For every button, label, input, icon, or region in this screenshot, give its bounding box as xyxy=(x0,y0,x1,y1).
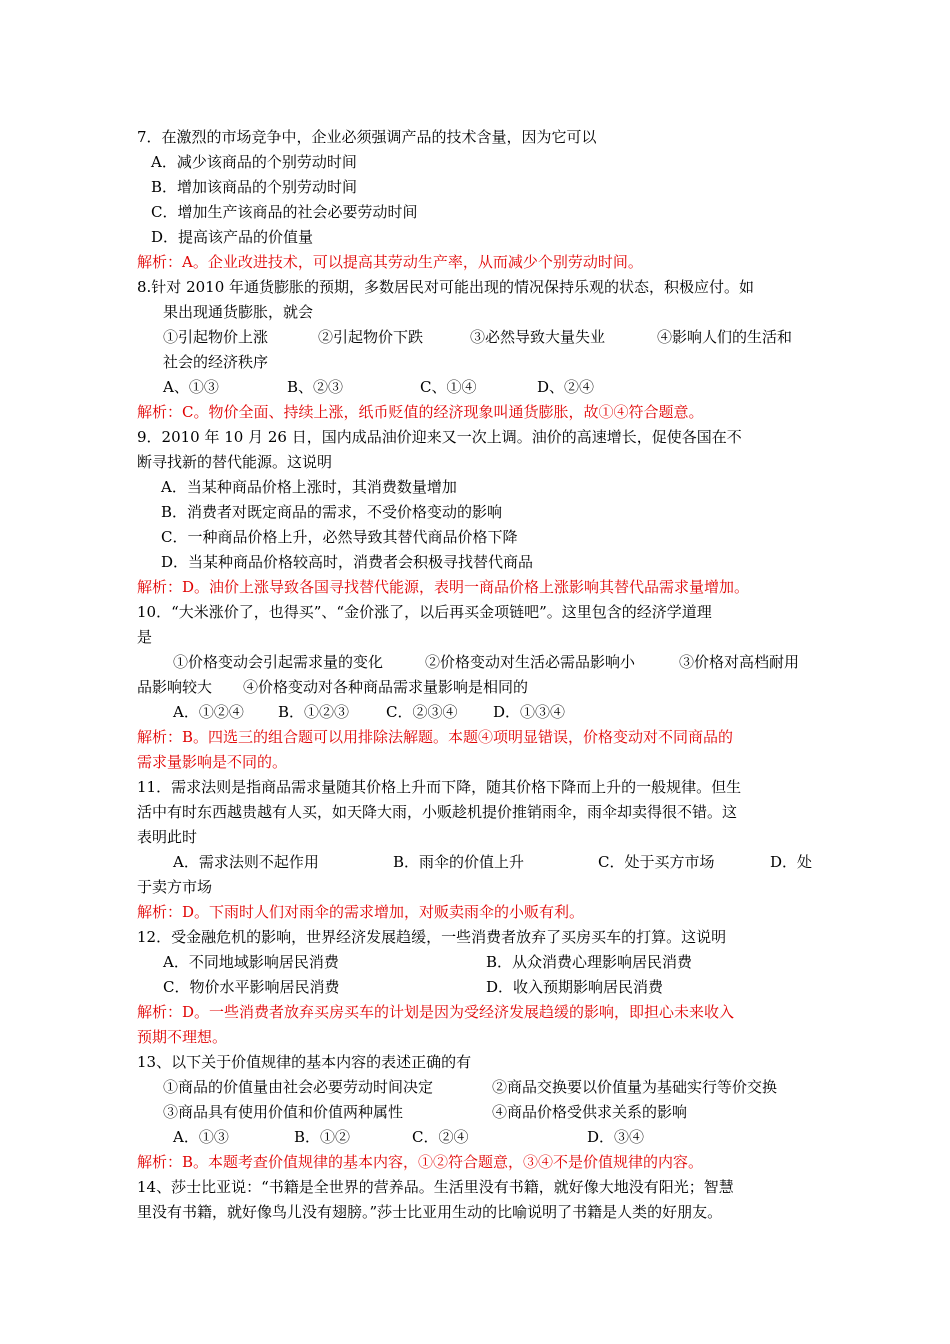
question-13-option-d: D．③④ xyxy=(587,1128,645,1146)
question-9-analysis: 解析：D。油价上涨导致各国寻找替代能源，表明一商品价格上涨影响其替代品需求量增加。 xyxy=(137,578,750,596)
question-7-option-d: D．提高该产品的价值量 xyxy=(151,228,314,246)
question-11-option-d: D．处 xyxy=(770,853,813,871)
question-10-stem-line-2: 是 xyxy=(137,628,153,646)
question-7-option-a: A．减少该商品的个别劳动时间 xyxy=(151,153,357,171)
question-11-option-c: C．处于买方市场 xyxy=(598,853,715,871)
question-8-option-c: C、①④ xyxy=(420,378,477,396)
question-13-stem: 13、以下关于价值规律的基本内容的表述正确的有 xyxy=(137,1053,472,1071)
question-10-item-4: ④价格变动对各种商品需求量影响是相同的 xyxy=(243,678,529,696)
question-12-stem: 12．受金融危机的影响，世界经济发展趋缓，一些消费者放弃了买房买车的打算。这说明 xyxy=(137,928,727,946)
question-9-option-d: D．当某种商品价格较高时，消费者会积极寻找替代商品 xyxy=(161,553,534,571)
question-13-item-1: ①商品的价值量由社会必要劳动时间决定 xyxy=(163,1078,434,1096)
question-10-option-b: B．①②③ xyxy=(278,703,350,721)
question-13-option-c: C．②④ xyxy=(412,1128,469,1146)
question-11-analysis: 解析：D。下雨时人们对雨伞的需求增加，对贩卖雨伞的小贩有利。 xyxy=(137,903,585,921)
question-9-option-a: A．当某种商品价格上涨时，其消费数量增加 xyxy=(161,478,457,496)
question-9-stem-line-1: 9．2010 年 10 月 26 日，国内成品油价迎来又一次上调。油价的高速增长，促使各国在不 xyxy=(137,428,742,446)
question-14-stem-line-1: 14、莎士比亚说：“书籍是全世界的营养品。生活里没有书籍，就好像大地没有阳光；智慧 xyxy=(137,1178,734,1196)
question-7-analysis: 解析：A。企业改进技术，可以提高其劳动生产率，从而减少个别劳动时间。 xyxy=(137,253,643,271)
question-10-option-c: C．②③④ xyxy=(386,703,458,721)
question-12-analysis-line-2: 预期不理想。 xyxy=(137,1028,228,1046)
question-11-stem-line-1: 11．需求法则是指商品需求量随其价格上升而下降，随其价格下降而上升的一般规律。但生 xyxy=(137,778,742,796)
question-7-option-c: C．增加生产该商品的社会必要劳动时间 xyxy=(151,203,418,221)
question-8-stem-line-1: 8.针对 2010 年通货膨胀的预期，多数居民对可能出现的情况保持乐观的状态，积极应付。如 xyxy=(137,278,755,296)
question-13-analysis: 解析：B。本题考查价值规律的基本内容，①②符合题意，③④不是价值规律的内容。 xyxy=(137,1153,704,1171)
question-10-item-continuation: 品影响较大 xyxy=(137,678,213,696)
question-8-item-3: ③必然导致大量失业 xyxy=(470,328,606,346)
question-13-option-a: A．①③ xyxy=(173,1128,229,1146)
question-8-stem-line-2: 果出现通货膨胀，就会 xyxy=(163,303,314,321)
question-13-option-b: B．①② xyxy=(294,1128,351,1146)
question-8-option-d: D、②④ xyxy=(537,378,595,396)
question-10-analysis-line-2: 需求量影响是不同的。 xyxy=(137,753,288,771)
question-13-item-3: ③商品具有使用价值和价值两种属性 xyxy=(163,1103,404,1121)
question-10-item-3: ③价格对高档耐用 xyxy=(679,653,800,671)
question-8-item-2: ②引起物价下跌 xyxy=(318,328,424,346)
question-10-item-2: ②价格变动对生活必需品影响小 xyxy=(425,653,636,671)
question-9-stem-line-2: 断寻找新的替代能源。这说明 xyxy=(137,453,333,471)
question-12-option-d: D．收入预期影响居民消费 xyxy=(486,978,664,996)
question-11-option-a: A．需求法则不起作用 xyxy=(173,853,319,871)
question-11-stem-line-3: 表明此时 xyxy=(137,828,198,846)
question-12-option-b: B．从众消费心理影响居民消费 xyxy=(486,953,693,971)
question-8-item-4: ④影响人们的生活和 xyxy=(657,328,793,346)
question-11-stem-line-2: 活中有时东西越贵越有人买，如天降大雨，小贩趁机提价推销雨伞，雨伞却卖得很不错。这 xyxy=(137,803,738,821)
question-9-option-c: C．一种商品价格上升，必然导致其替代商品价格下降 xyxy=(161,528,518,546)
question-8-option-a: A、①③ xyxy=(163,378,219,396)
question-12-option-c: C．物价水平影响居民消费 xyxy=(163,978,340,996)
question-7-option-b: B．增加该商品的个别劳动时间 xyxy=(151,178,358,196)
question-13-item-2: ②商品交换要以价值量为基础实行等价交换 xyxy=(492,1078,778,1096)
question-8-item-1: ①引起物价上涨 xyxy=(163,328,269,346)
question-10-option-d: D．①③④ xyxy=(493,703,566,721)
question-10-analysis-line-1: 解析：B。四选三的组合题可以用排除法解题。本题④项明显错误，价格变动对不同商品的 xyxy=(137,728,734,746)
question-12-analysis-line-1: 解析：D。一些消费者放弃买房买车的计划是因为受经济发展趋缓的影响，即担心未来收入 xyxy=(137,1003,735,1021)
question-10-option-a: A．①②④ xyxy=(173,703,244,721)
question-8-option-b: B、②③ xyxy=(287,378,344,396)
question-10-item-1: ①价格变动会引起需求量的变化 xyxy=(173,653,384,671)
question-7-stem: 7．在激烈的市场竞争中，企业必须强调产品的技术含量，因为它可以 xyxy=(137,128,597,146)
question-13-item-4: ④商品价格受供求关系的影响 xyxy=(492,1103,688,1121)
question-10-stem-line-1: 10．“大米涨价了，也得买”、“金价涨了，以后再买金项链吧”。这里包含的经济学道理 xyxy=(137,603,712,621)
question-11-option-b: B．雨伞的价值上升 xyxy=(393,853,525,871)
question-11-option-continuation: 于卖方市场 xyxy=(137,878,213,896)
question-14-stem-line-2: 里没有书籍，就好像鸟儿没有翅膀。”莎士比亚用生动的比喻说明了书籍是人类的好朋友。 xyxy=(137,1203,723,1221)
question-12-option-a: A．不同地域影响居民消费 xyxy=(163,953,339,971)
question-9-option-b: B．消费者对既定商品的需求，不受价格变动的影响 xyxy=(161,503,503,521)
question-8-item-continuation: 社会的经济秩序 xyxy=(163,353,269,371)
question-8-analysis: 解析：C。物价全面、持续上涨，纸币贬值的经济现象叫通货膨胀，故①④符合题意。 xyxy=(137,403,704,421)
